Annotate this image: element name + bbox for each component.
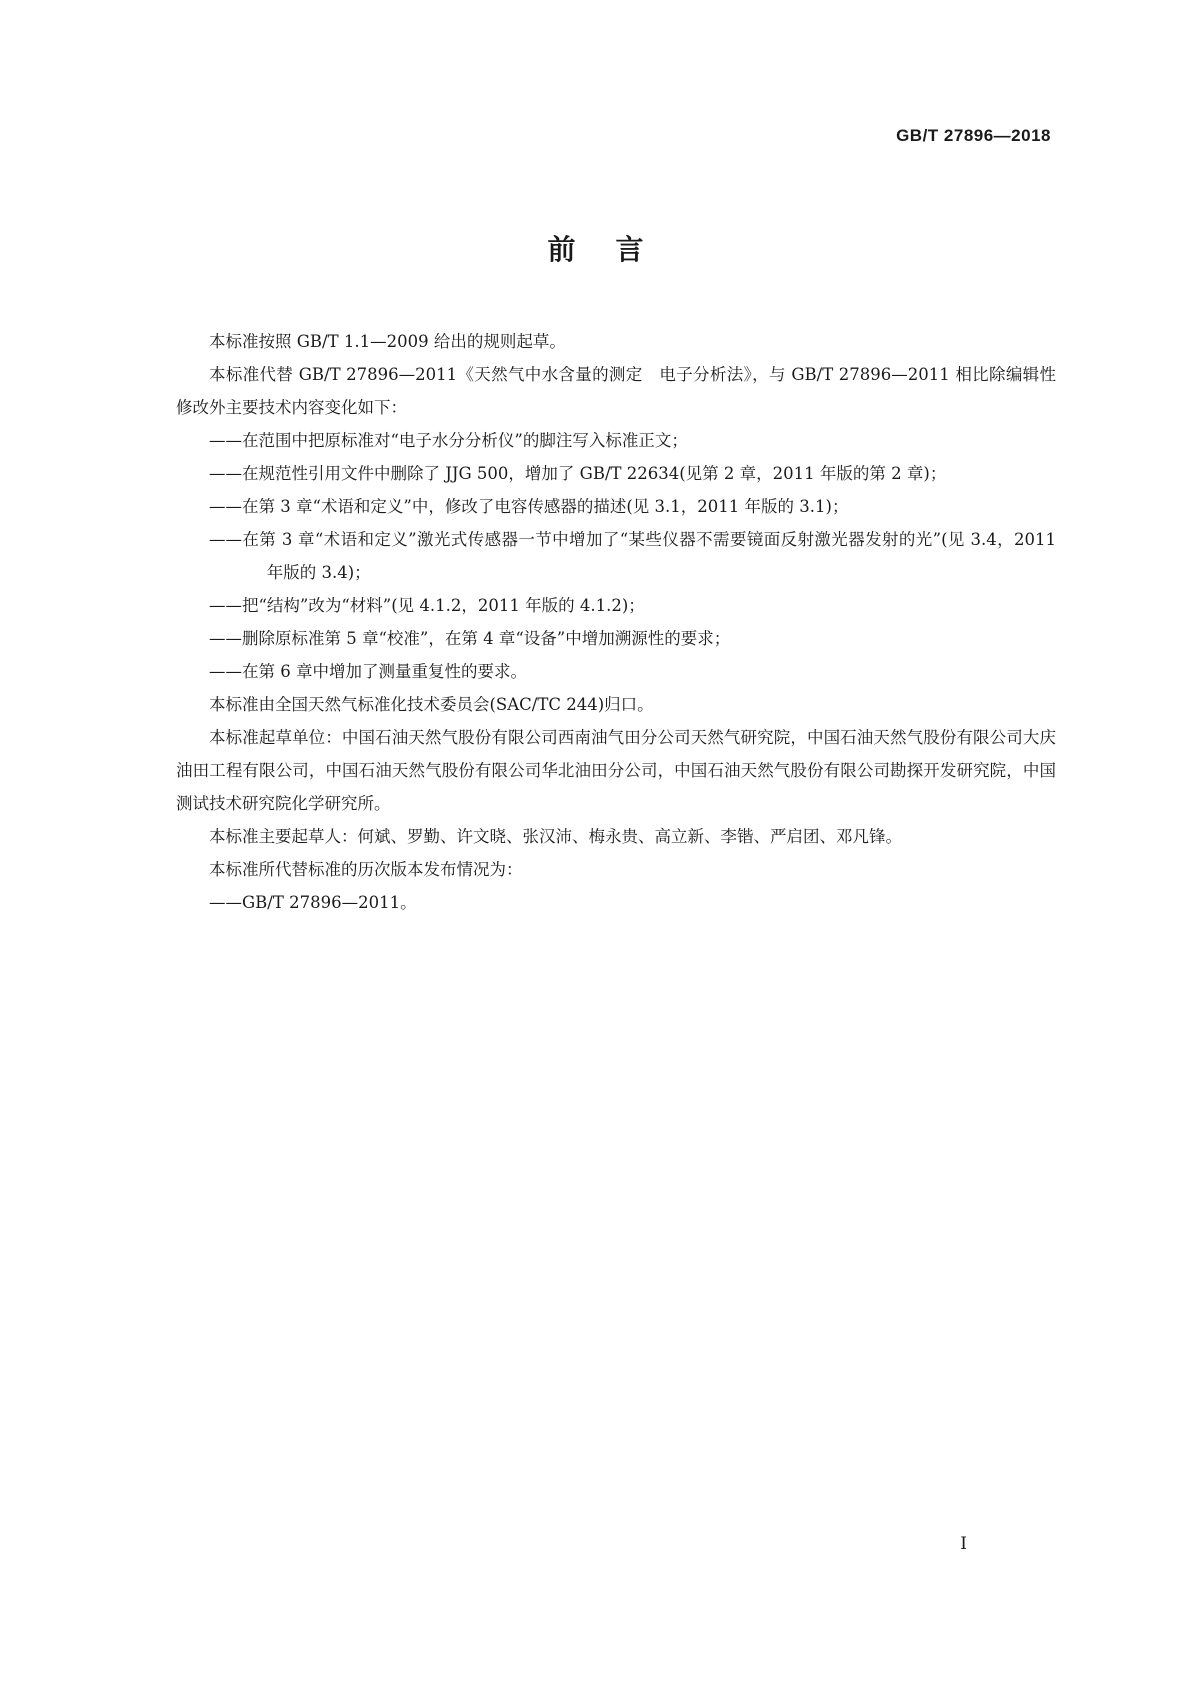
paragraph: 本标准按照 GB/T 1.1—2009 给出的规则起草。 (209, 332, 566, 351)
paragraph: 本标准代替 GB/T 27896—2011《天然气中水含量的测定 电子分析法》，与 GB/T 27896—2011 相比除编辑性修改外主要技术内容变化如下： (176, 365, 1056, 417)
change-item: ——在第 6 章中增加了测量重复性的要求。 (209, 662, 527, 681)
page-number: I (960, 1534, 967, 1554)
foreword-body (176, 325, 1056, 919)
page-title: 前言 (547, 233, 684, 266)
change-item: ——删除原标准第 5 章“校准”，在第 4 章“设备”中增加溯源性的要求； (209, 629, 731, 648)
paragraph: 本标准所代替标准的历次版本发布情况为： (209, 860, 523, 879)
paragraph: 本标准由全国天然气标准化技术委员会(SAC/TC 244)归口。 (209, 695, 654, 714)
history-item: ——GB/T 27896—2011。 (209, 893, 417, 912)
change-item: ——在第 3 章“术语和定义”激光式传感器一节中增加了“某些仪器不需要镜面反射激光器发射的光”(见 3.4，2011 年版的 3.4)； (209, 530, 1056, 582)
paragraph: 本标准主要起草人：何斌、罗勤、许文晓、张汉沛、梅永贵、高立新、李锴、严启团、邓凡锋。 (209, 827, 902, 846)
change-item: ——在范围中把原标准对“电子水分分析仪”的脚注写入标准正文； (209, 431, 688, 450)
change-item: ——把“结构”改为“材料”(见 4.1.2，2011 年版的 4.1.2)； (209, 596, 645, 615)
change-item: ——在第 3 章“术语和定义”中，修改了电容传感器的描述(见 3.1，2011 年版的 3.1)； (209, 497, 849, 516)
change-item: ——在规范性引用文件中删除了 JJG 500，增加了 GB/T 22634(见第 2 章，2011 年版的第 2 章)； (209, 464, 947, 483)
standard-number: GB/T 27896—2018 (896, 126, 1051, 145)
paragraph: 本标准起草单位：中国石油天然气股份有限公司西南油气田分公司天然气研究院，中国石油天然气股份有限公司大庆油田工程有限公司，中国石油天然气股份有限公司华北油田分公司，中国石油天然气股份有限公司勘探开发研究院，中国测试技术研究院化学研究所。 (176, 728, 1056, 813)
